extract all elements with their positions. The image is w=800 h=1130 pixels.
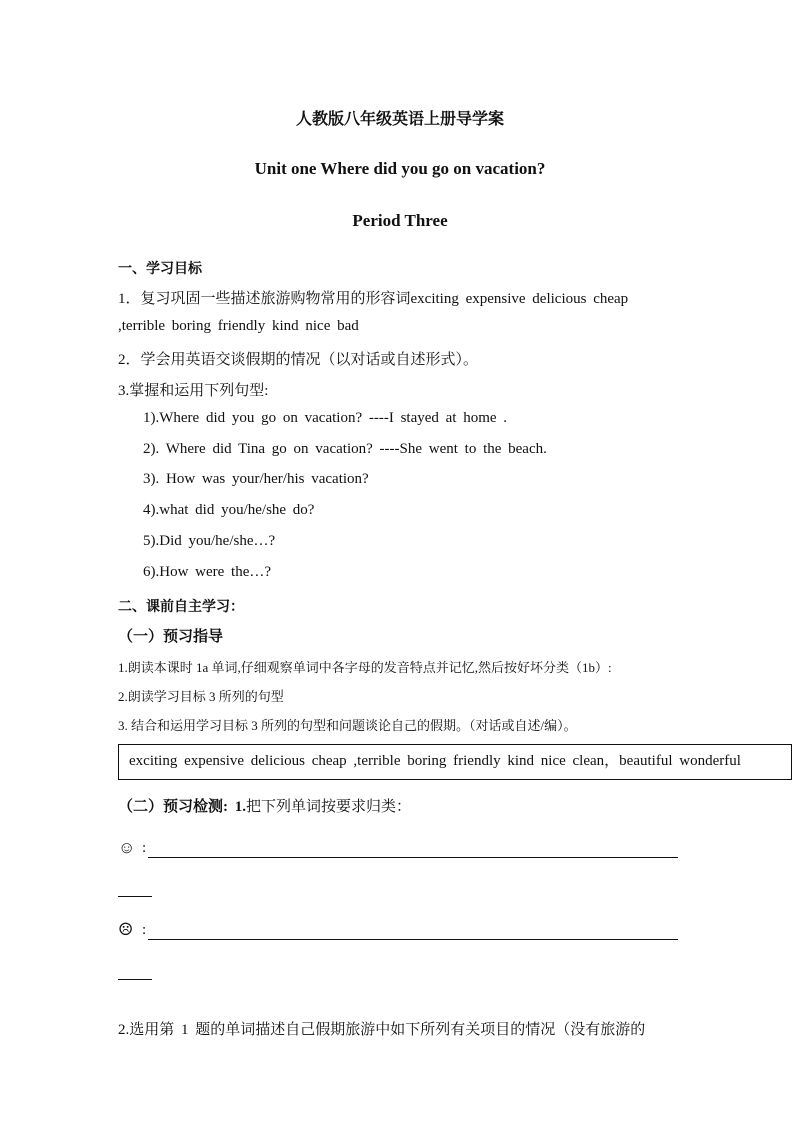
bad-words-answer-line[interactable] xyxy=(148,939,678,940)
bad-words-answer-line-cont[interactable] xyxy=(118,979,152,980)
goal3: 3.掌握和运用下列句型: xyxy=(118,383,269,399)
period-title: Period Three xyxy=(352,211,448,230)
pattern-item: 1).Where did you go on vacation? ----I stayed at home . xyxy=(143,410,508,426)
unit-title: Unit one Where did you go on vacation? xyxy=(254,159,546,178)
good-colon: : xyxy=(142,840,147,856)
pattern-item: 6).How were the…? xyxy=(143,564,272,580)
goal1-line2: ,terrible boring friendly kind nice bad xyxy=(118,318,359,334)
section1-heading: 一、学习目标 xyxy=(118,262,202,277)
subsection1-heading: （一）预习指导 xyxy=(118,629,224,645)
good-words-answer-line-cont[interactable] xyxy=(118,896,152,897)
page-title-chinese: 人教版八年级英语上册导学案 xyxy=(295,111,504,128)
frown-icon: ☹ xyxy=(118,920,134,939)
guide-item: 3. 结合和运用学习目标 3 所列的句型和问题谈论自己的假期。（对话或自述/编）。 xyxy=(118,718,577,733)
guide-item: 2.朗读学习目标 3 所列的句型 xyxy=(118,689,284,704)
word-bank-box: exciting expensive delicious cheap ,terrible boring friendly kind nice clean，beautiful wonderful xyxy=(118,744,792,780)
subsection2-text: 把下列单词按要求归类： xyxy=(246,799,412,815)
pattern-item: 4).what did you/he/she do? xyxy=(143,502,315,518)
subsection2-prefix: （二）预习检测: xyxy=(118,799,235,815)
subsection2-number: 1. xyxy=(234,799,246,815)
smile-icon: ☺ xyxy=(118,838,136,857)
guide-item: 1.朗读本课时 1a 单词,仔细观察单词中各字母的发音特点并记忆,然后按好坏分类（1b）: xyxy=(118,660,612,675)
pattern-item: 2). Where did Tina go on vacation? ----She went to the beach. xyxy=(143,441,547,457)
goal2: 2．学会用英语交谈假期的情况（以对话或自述形式）。 xyxy=(118,352,479,368)
good-words-answer-line[interactable] xyxy=(148,857,678,858)
task2-text: 2.选用第 1 题的单词描述自己假期旅游中如下所列有关项目的情况（没有旅游的 xyxy=(118,1022,646,1038)
bad-colon: : xyxy=(142,922,147,938)
pattern-item: 3). How was your/her/his vacation? xyxy=(143,471,369,487)
section2-heading: 二、课前自主学习： xyxy=(118,600,244,615)
pattern-item: 5).Did you/he/she…? xyxy=(143,533,276,549)
goal1-line1: 1．复习巩固一些描述旅游购物常用的形容词exciting expensive delicious cheap xyxy=(118,291,629,307)
subsection2-heading xyxy=(118,795,411,816)
